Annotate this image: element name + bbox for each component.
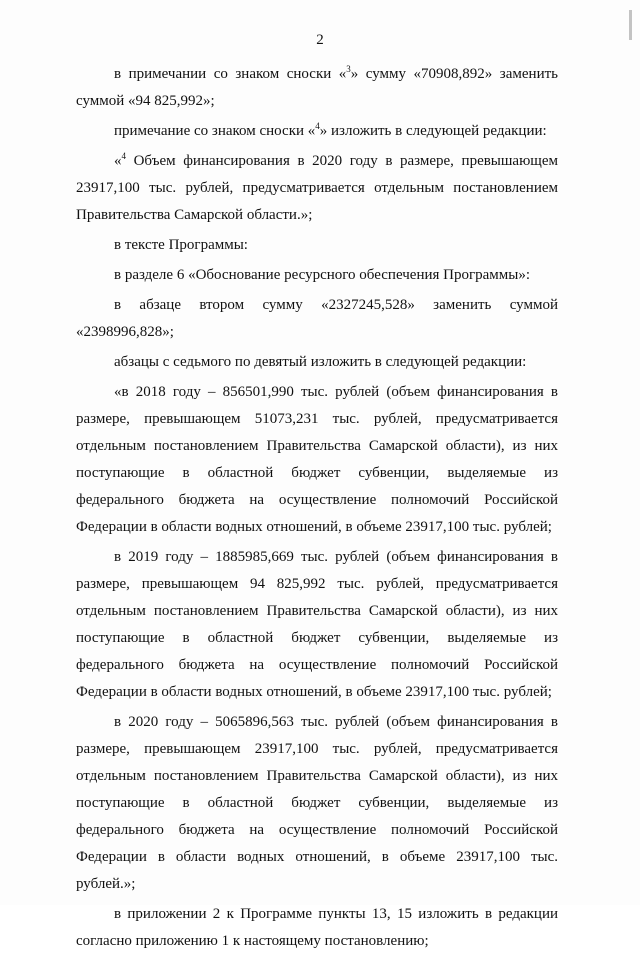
- paragraph-footnote-4-intro: примечание со знаком сноски «$^4$» изложить в следующей редакции:: [114, 121, 547, 139]
- paragraph-year-2019: в 2019 году – 1885985,669 тыс. рублей (объем финансирования в размере, превышающем 94 825,992 тыс. рублей, предусматривается отдельным постановлением Правительства Самарской области), из них поступающие в областной бюджет субвенции, выделяемые из федерального бюджета на осуществление полномочий Российской Федерации в области водных отношений, в объеме 23917,100 тыс. рублей;: [76, 549, 558, 700]
- document-body: [76, 61, 558, 958]
- paragraph-section-6: в разделе 6 «Обоснование ресурсного обеспечения Программы»:: [114, 267, 531, 283]
- paragraph-abzacy-7-9: абзацы с седьмого по девятый изложить в следующей редакции:: [114, 354, 527, 370]
- paragraph-appendix-2: в приложении 2 к Программе пункты 13, 15 изложить в редакции согласно приложению 1 к настоящему постановлению;: [76, 906, 558, 949]
- page-number: 2: [316, 32, 324, 48]
- paragraph-year-2018: «в 2018 году – 856501,990 тыс. рублей (объем финансирования в размере, превышающем 51073,231 тыс. рублей, предусматривается отдельным постановлением Правительства Самарской области), из них поступающие в областной бюджет субвенции, выделяемые из федерального бюджета на осуществление полномочий Российской Федерации в области водных отношений, в объеме 23917,100 тыс. рублей;: [76, 384, 558, 535]
- paragraph-program-text: в тексте Программы:: [114, 237, 248, 253]
- paragraph-second-abzac: в абзаце втором сумму «2327245,528» заменить суммой «2398996,828»;: [76, 297, 558, 340]
- paragraph-footnote-4-text: «$^4$ Объем финансирования в 2020 году в размере, превышающем 23917,100 тыс. рублей, предусматривается отдельным постановлением Правительства Самарской области.»;: [76, 151, 558, 223]
- paragraph-footnote-3: в примечании со знаком сноски «$^3$» сумму «70908,892» заменить суммой «94 825,992»;: [76, 64, 558, 109]
- paragraph-year-2020: в 2020 году – 5065896,563 тыс. рублей (объем финансирования в размере, превышающем 23917,100 тыс. рублей, предусматривается отдельным постановлением Правительства Самарской области), из них поступающие в областной бюджет субвенции, выделяемые из федерального бюджета на осуществление полномочий Российской Федерации в области водных отношений, в объеме 23917,100 тыс. рублей.»;: [76, 714, 558, 892]
